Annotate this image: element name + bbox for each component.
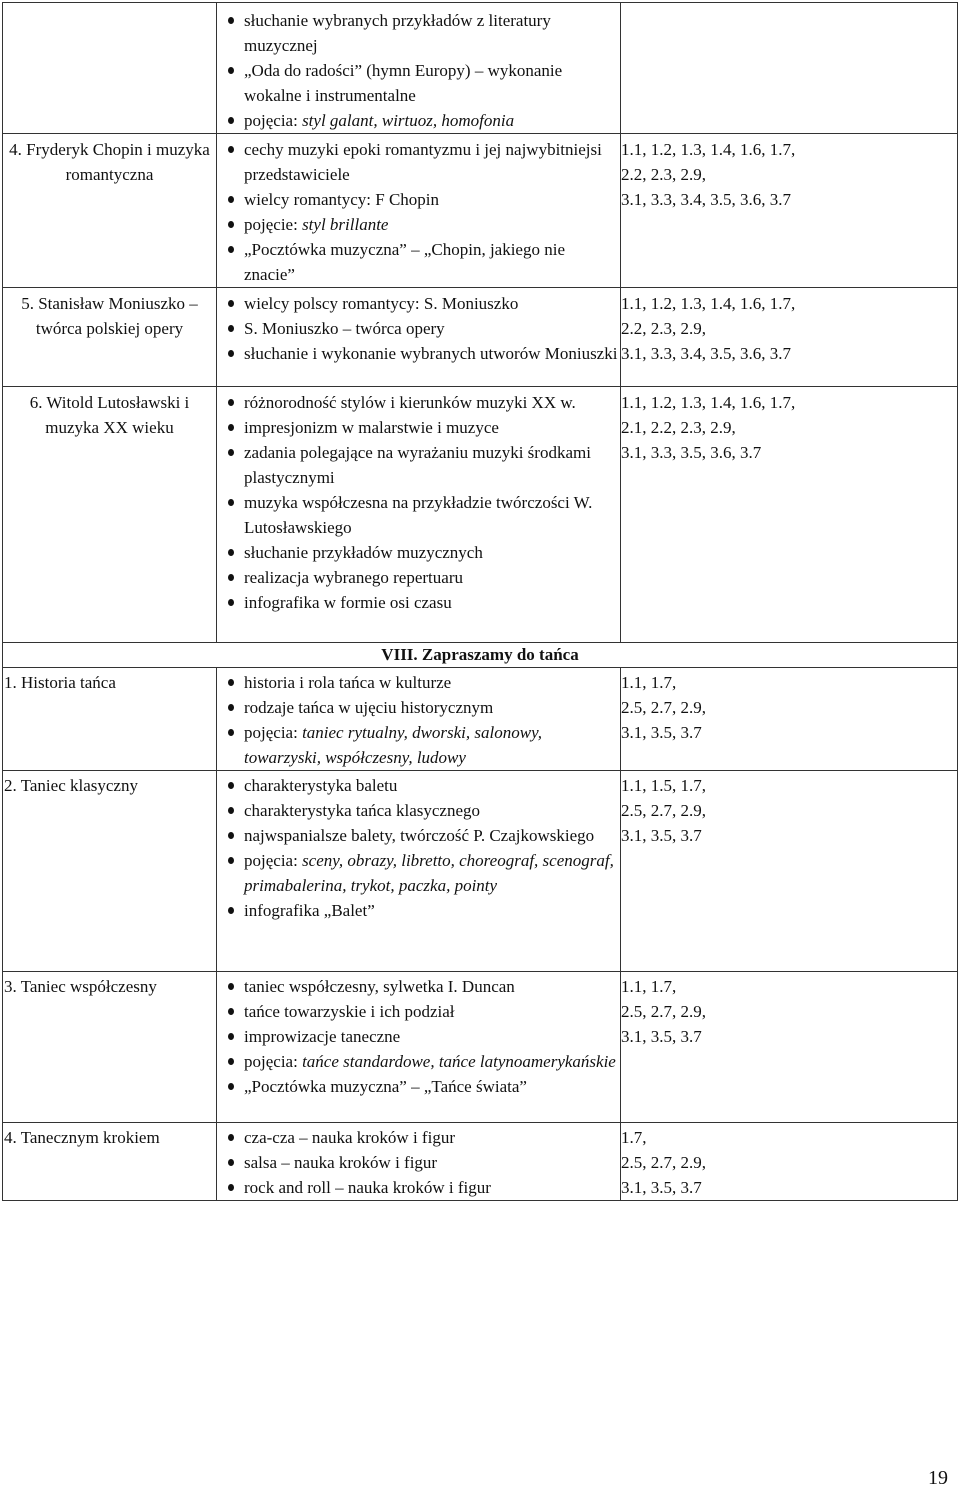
list-item: cechy muzyki epoki romantyzmu i jej najwybitniejsi przedstawiciele [217,137,620,187]
list-item: cza-cza – nauka kroków i figur [217,1125,620,1150]
code-line: 2.2, 2.3, 2.9, [621,165,706,184]
table-row [3,387,958,643]
code-line: 2.5, 2.7, 2.9, [621,698,706,717]
list-item: „Pocztówka muzyczna” – „Chopin, jakiego nie znacie” [217,237,620,287]
table-row [3,288,958,387]
table-row [3,972,958,1123]
table-row [3,771,958,972]
content-cell [217,288,621,387]
list-item: salsa – nauka kroków i figur [217,1150,620,1175]
code-line: 3.1, 3.3, 3.4, 3.5, 3.6, 3.7 [621,344,791,363]
list-item: słuchanie i wykonanie wybranych utworów Moniuszki [217,341,620,366]
list-item: „Oda do radości” (hymn Europy) – wykonanie wokalne i instrumentalne [217,58,620,108]
list-item: infografika w formie osi czasu [217,590,620,615]
code-line: 1.1, 1.2, 1.3, 1.4, 1.6, 1.7, [621,393,796,412]
topic-title: 4. Fryderyk Chopin i muzyka romantyczna [9,140,210,184]
list-item [217,1049,620,1074]
topic-title: 2. Taniec klasyczny [4,776,138,795]
topic-title: 4. Tanecznym krokiem [4,1128,160,1147]
list-item: taniec współczesny, sylwetka I. Duncan [217,974,620,999]
topic-title: 3. Taniec współczesny [4,977,157,996]
terms-italic: tańce standardowe, tańce latynoamerykańskie [302,1052,616,1071]
list-item: improwizacje taneczne [217,1024,620,1049]
terms-italic: styl galant, wirtuoz, homofonia [302,111,515,130]
table-row [3,134,958,288]
code-line: 3.1, 3.5, 3.7 [621,1027,702,1046]
list-item: rodzaje tańca w ujęciu historycznym [217,695,620,720]
list-item [217,848,620,898]
code-line: 2.5, 2.7, 2.9, [621,1153,706,1172]
terms-italic: styl brillante [302,215,389,234]
topic-cell [3,3,217,134]
list-item: wielcy romantycy: F Chopin [217,187,620,212]
content-list [217,291,620,366]
topic-cell [3,134,217,288]
code-line: 1.7, [621,1128,647,1147]
code-line: 1.1, 1.2, 1.3, 1.4, 1.6, 1.7, [621,140,796,159]
list-item [217,720,620,770]
code-line: 3.1, 3.5, 3.7 [621,826,702,845]
topic-cell [3,387,217,643]
term-prefix: pojęcia: [244,851,303,870]
list-item: charakterystyka tańca klasycznego [217,798,620,823]
code-line: 3.1, 3.5, 3.7 [621,723,702,742]
code-line: 1.1, 1.2, 1.3, 1.4, 1.6, 1.7, [621,294,796,313]
code-line: 1.1, 1.7, [621,673,677,692]
list-item: realizacja wybranego repertuaru [217,565,620,590]
list-item: wielcy polscy romantycy: S. Moniuszko [217,291,620,316]
term-prefix: pojęcie: [244,215,303,234]
topic-cell [3,771,217,972]
topic-cell [3,288,217,387]
content-cell [217,3,621,134]
topic-title: 5. Stanisław Moniuszko – twórca polskiej opery [21,294,198,338]
section-row [3,643,958,668]
code-line: 2.2, 2.3, 2.9, [621,319,706,338]
content-list [217,137,620,287]
content-list [217,974,620,1099]
codes-cell [621,288,958,387]
list-item: infografika „Balet” [217,898,620,923]
codes-cell [621,1123,958,1201]
content-cell [217,771,621,972]
code-line: 3.1, 3.5, 3.7 [621,1178,702,1197]
list-item: różnorodność stylów i kierunków muzyki XX w. [217,390,620,415]
terms-italic: taniec rytualny, dworski, salonowy, towarzyski, współczesny, ludowy [244,723,542,767]
term-prefix: pojęcia: [244,111,303,130]
codes-cell [621,3,958,134]
list-item: najwspanialsze balety, twórczość P. Czajkowskiego [217,823,620,848]
code-line: 1.1, 1.7, [621,977,677,996]
codes-cell [621,771,958,972]
topic-cell [3,1123,217,1201]
list-item: „Pocztówka muzyczna” – „Tańce świata” [217,1074,620,1099]
table-row [3,3,958,134]
term-prefix: pojęcia: [244,1052,303,1071]
codes-cell [621,668,958,771]
content-list [217,8,620,133]
list-item: słuchanie przykładów muzycznych [217,540,620,565]
topic-cell [3,668,217,771]
term-prefix: pojęcia: [244,723,303,742]
content-list [217,390,620,615]
content-cell [217,1123,621,1201]
content-list [217,670,620,770]
table-row [3,1123,958,1201]
codes-cell [621,972,958,1123]
terms-italic: sceny, obrazy, libretto, choreograf, scenograf, primabalerina, trykot, paczka, pointy [244,851,614,895]
list-item: rock and roll – nauka kroków i figur [217,1175,620,1200]
list-item: charakterystyka baletu [217,773,620,798]
code-line: 2.5, 2.7, 2.9, [621,1002,706,1021]
content-cell [217,668,621,771]
code-line: 1.1, 1.5, 1.7, [621,776,706,795]
list-item [217,212,620,237]
content-list [217,1125,620,1200]
list-item: zadania polegające na wyrażaniu muzyki środkami plastycznymi [217,440,620,490]
topic-title: 1. Historia tańca [4,673,116,692]
list-item: tańce towarzyskie i ich podział [217,999,620,1024]
list-item [217,108,620,133]
code-line: 2.5, 2.7, 2.9, [621,801,706,820]
codes-cell [621,134,958,288]
content-cell [217,387,621,643]
list-item: słuchanie wybranych przykładów z literatury muzycznej [217,8,620,58]
code-line: 3.1, 3.3, 3.4, 3.5, 3.6, 3.7 [621,190,791,209]
code-line: 2.1, 2.2, 2.3, 2.9, [621,418,736,437]
topic-cell [3,972,217,1123]
list-item: muzyka współczesna na przykładzie twórczości W. Lutosławskiego [217,490,620,540]
content-list [217,773,620,923]
list-item: S. Moniuszko – twórca opery [217,316,620,341]
codes-cell [621,387,958,643]
curriculum-table [2,2,958,1201]
table-row [3,668,958,771]
code-line: 3.1, 3.3, 3.5, 3.6, 3.7 [621,443,762,462]
list-item: historia i rola tańca w kulturze [217,670,620,695]
list-item: impresjonizm w malarstwie i muzyce [217,415,620,440]
section-title: VIII. Zapraszamy do tańca [3,643,958,668]
content-cell [217,134,621,288]
content-cell [217,972,621,1123]
topic-title: 6. Witold Lutosławski i muzyka XX wieku [29,393,190,437]
page-number: 19 [928,1467,948,1489]
